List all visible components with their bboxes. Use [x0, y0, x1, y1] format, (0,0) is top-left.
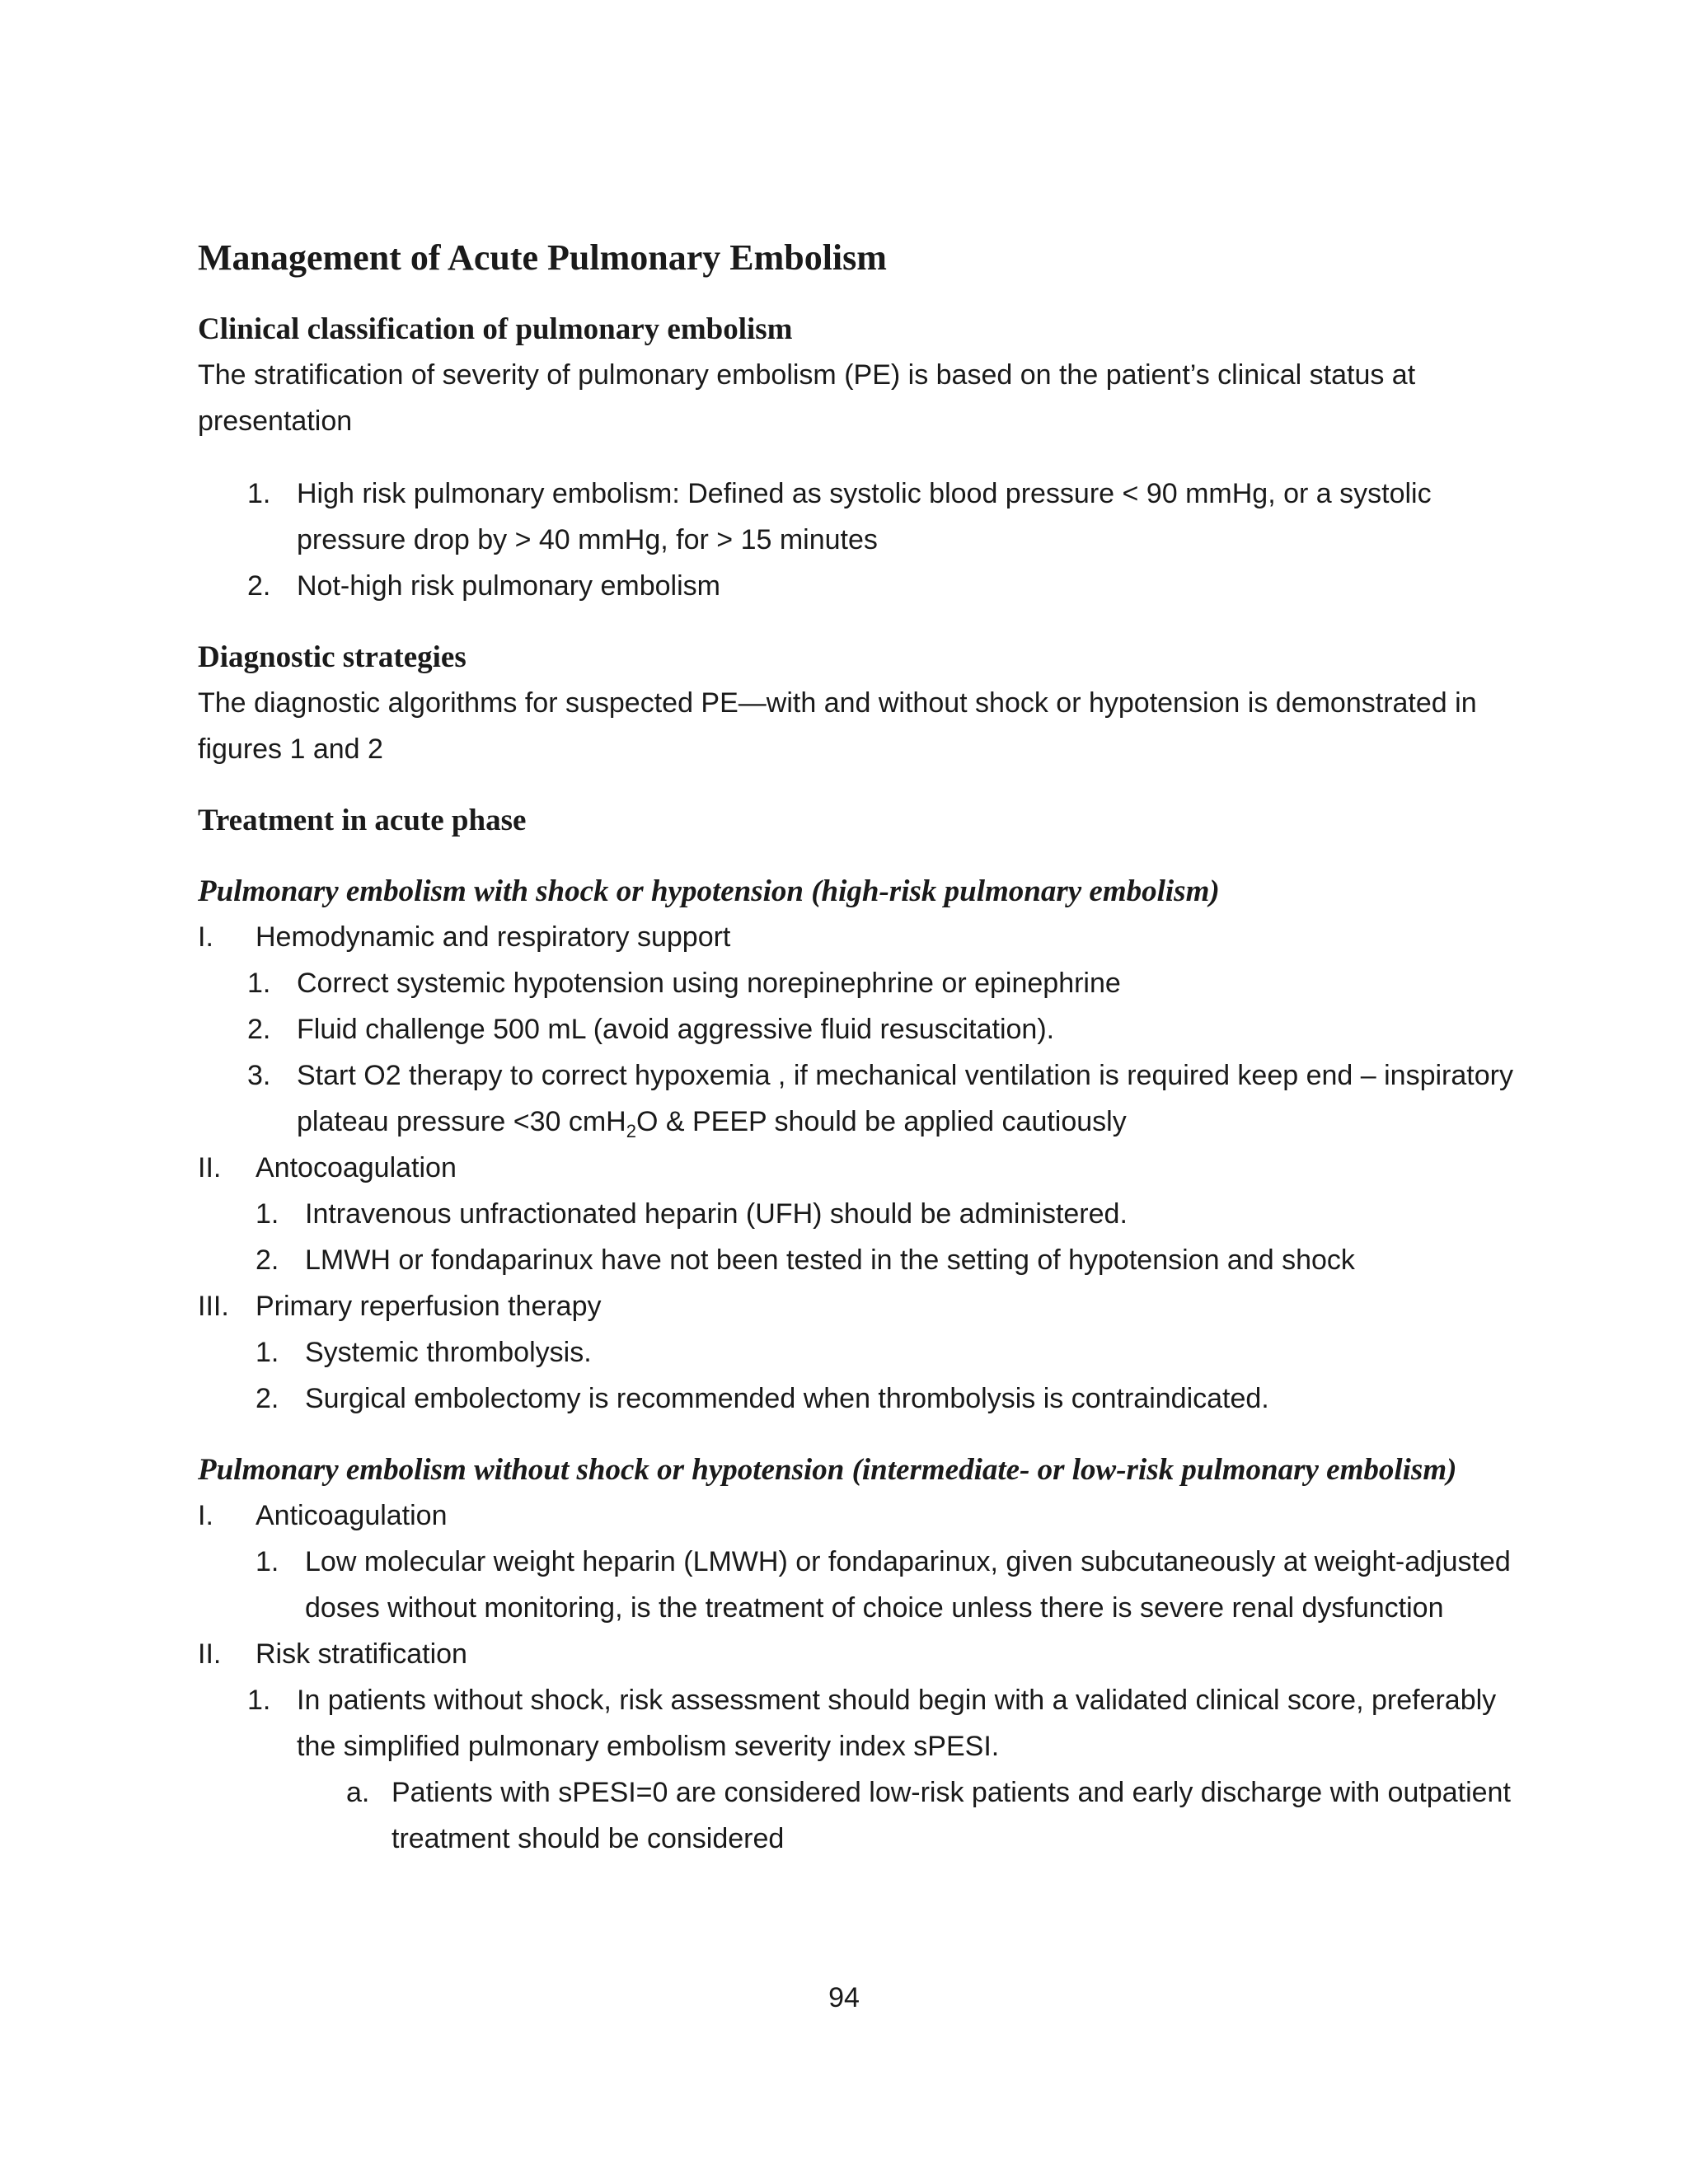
- list-marker: 1.: [256, 1198, 279, 1230]
- list-marker: 3.: [247, 1060, 271, 1091]
- roman-marker: II.: [198, 1638, 222, 1670]
- list-item-text: Intravenous unfractionated heparin (UFH) should be administered.: [305, 1198, 1128, 1230]
- list-marker: 1.: [247, 1685, 271, 1716]
- roman-item-label: Hemodynamic and respiratory support: [256, 921, 731, 953]
- list-item: [198, 1191, 1517, 1237]
- roman-list-item: [198, 914, 1517, 960]
- heading-treatment-acute-phase: Treatment in acute phase: [198, 804, 527, 837]
- list-item: [198, 1006, 1517, 1052]
- roman-marker: I.: [198, 1500, 213, 1531]
- list-marker: 2.: [247, 1014, 271, 1045]
- list-item-text: Systemic thrombolysis.: [305, 1337, 592, 1368]
- list-marker: 1.: [256, 1337, 279, 1368]
- list-item-text: High risk pulmonary embolism: Defined as systolic blood pressure < 90 mmHg, or a systolic pressure drop by > 40 mmHg, for > 15 minutes: [297, 478, 1432, 555]
- list-marker: 2.: [256, 1244, 279, 1276]
- page-title: Management of Acute Pulmonary Embolism: [198, 237, 887, 278]
- diagnostic-intro: The diagnostic algorithms for suspected PE—with and without shock or hypotension is demonstrated in figures 1 and 2: [198, 687, 1477, 765]
- list-marker: 1.: [247, 478, 271, 509]
- list-item-text: Correct systemic hypotension using norepinephrine or epinephrine: [297, 968, 1121, 999]
- classification-intro: The stratification of severity of pulmonary embolism (PE) is based on the patient’s clinical status at presentation: [198, 359, 1416, 437]
- list-item-text: LMWH or fondaparinux have not been tested in the setting of hypotension and shock: [305, 1244, 1355, 1276]
- list-marker: 1.: [256, 1546, 279, 1577]
- heading-clinical-classification: Clinical classification of pulmonary embolism: [198, 312, 793, 346]
- list-item-text: Low molecular weight heparin (LMWH) or fondaparinux, given subcutaneously at weight-adjusted doses without monitoring, is the treatment of choice unless there is severe renal dysfunction: [305, 1546, 1511, 1624]
- list-marker: 2.: [247, 570, 271, 602]
- sub-list-item-text: Patients with sPESI=0 are considered low-risk patients and early discharge with outpatient treatment should be considered: [392, 1777, 1511, 1854]
- list-item: [198, 1052, 1517, 1145]
- alpha-marker: a.: [346, 1777, 370, 1808]
- list-marker: 1.: [247, 968, 271, 999]
- list-item: [198, 960, 1517, 1006]
- list-item: [198, 1237, 1517, 1283]
- roman-item-label: Primary reperfusion therapy: [256, 1291, 602, 1322]
- subscript-2: 2: [626, 1120, 636, 1141]
- list-item: [198, 471, 1517, 563]
- document-page: [198, 235, 1517, 1862]
- list-item: [198, 1677, 1517, 1769]
- list-item: [198, 1376, 1517, 1422]
- roman-marker: III.: [198, 1291, 229, 1322]
- list-item-text: Not-high risk pulmonary embolism: [297, 570, 720, 602]
- list-item-text: [297, 1052, 1517, 1145]
- page-number: 94: [828, 1982, 860, 2013]
- list-item-text: In patients without shock, risk assessment should begin with a validated clinical score, preferably the simplified pulmonary embolism severity index sPESI.: [297, 1685, 1497, 1762]
- list-item: [198, 1329, 1517, 1376]
- roman-item-label: Antocoagulation: [256, 1152, 457, 1183]
- list-item: [198, 563, 1517, 609]
- list-marker: 2.: [256, 1383, 279, 1414]
- heading-diagnostic-strategies: Diagnostic strategies: [198, 640, 467, 674]
- roman-list-item: [198, 1631, 1517, 1677]
- roman-item-label: Anticoagulation: [256, 1500, 448, 1531]
- roman-list-item: [198, 1145, 1517, 1191]
- roman-list-item: [198, 1493, 1517, 1539]
- list-item-text-part: Start O2 therapy to correct hypoxemia , if mechanical ventilation is required keep end – inspiratory plateau pressure <30 cmH: [297, 1060, 1513, 1137]
- list-item: [198, 1539, 1517, 1631]
- sub-list-item: [198, 1769, 1517, 1862]
- roman-list-item: [198, 1283, 1517, 1329]
- list-item-text-part: O & PEEP should be applied cautiously: [635, 1106, 1127, 1137]
- roman-item-label: Risk stratification: [256, 1638, 467, 1670]
- list-item-text: Fluid challenge 500 mL (avoid aggressive fluid resuscitation).: [297, 1014, 1055, 1045]
- roman-marker: II.: [198, 1152, 222, 1183]
- list-item-text: Surgical embolectomy is recommended when thrombolysis is contraindicated.: [305, 1383, 1269, 1414]
- heading-low-risk: Pulmonary embolism without shock or hypotension (intermediate- or low-risk pulmonary embolism): [198, 1453, 1457, 1487]
- roman-marker: I.: [198, 921, 213, 953]
- heading-high-risk: Pulmonary embolism with shock or hypotension (high-risk pulmonary embolism): [198, 874, 1220, 908]
